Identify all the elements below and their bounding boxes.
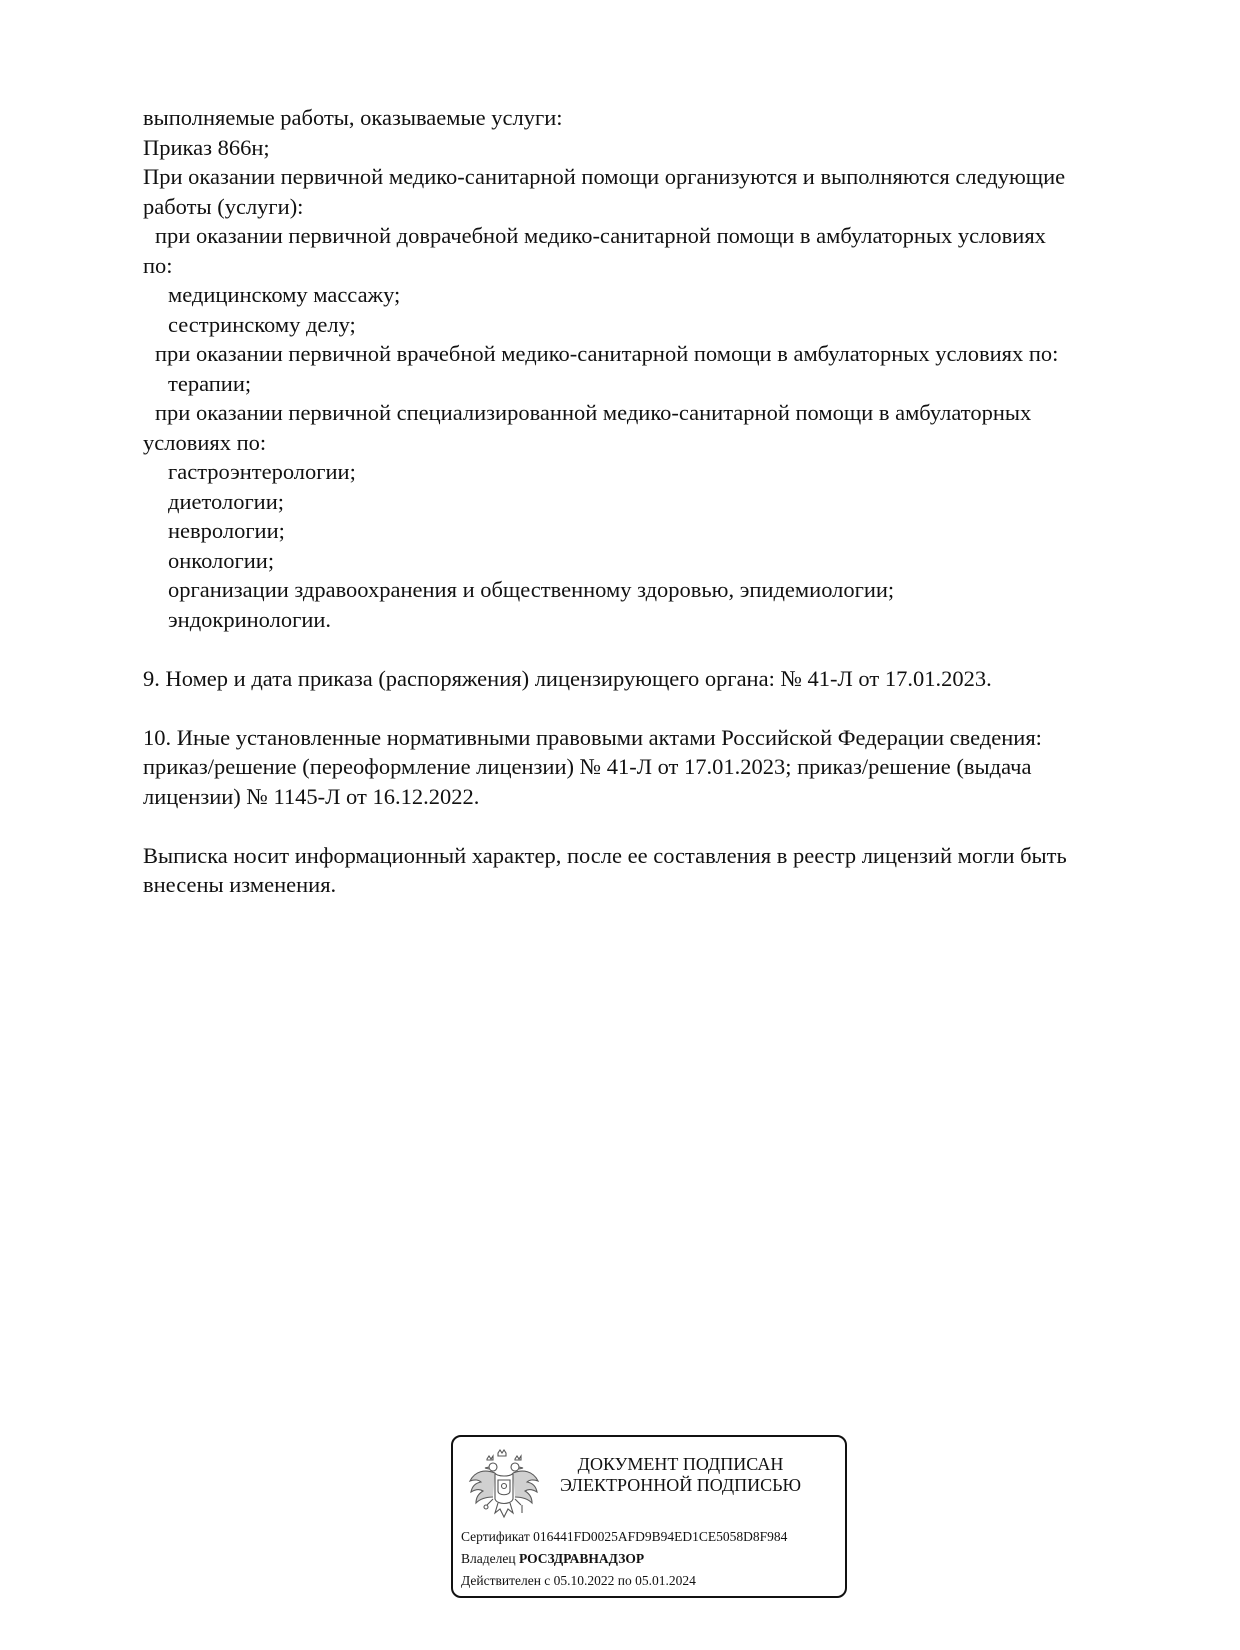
list-item: гастроэнтерологии; — [168, 459, 356, 484]
text-line: работы (услуги): — [143, 193, 304, 219]
list-item: организации здравоохранения и общественному здоровью, эпидемиологии; — [168, 577, 895, 602]
text-line: Приказ 866н; — [143, 134, 270, 160]
disclaimer-line: внесены изменения. — [143, 872, 337, 897]
document-body — [143, 103, 1153, 900]
stamp-heading-line: ДОКУМЕНТ ПОДПИСАН — [577, 1454, 784, 1474]
list-item: терапии; — [168, 370, 252, 396]
list-item: медицинскому массажу; — [168, 282, 401, 307]
disclaimer-line: Выписка носит информационный характер, после ее составления в реестр лицензий могли быть — [143, 842, 1067, 868]
order-number-line: 9. Номер и дата приказа (распоряжения) лицензирующего органа: № 41-Л от 17.01.2023. — [143, 665, 992, 691]
stamp-heading-line: ЭЛЕКТРОННОЙ ПОДПИСЬЮ — [560, 1475, 801, 1495]
electronic-signature-stamp — [451, 1435, 847, 1598]
certificate-owner — [461, 1548, 787, 1570]
stamp-details — [461, 1526, 787, 1592]
coat-of-arms-icon — [467, 1447, 541, 1527]
paragraph-gap — [143, 811, 1153, 841]
text-line: приказ/решение (переоформление лицензии) № 41-Л от 17.01.2023; приказ/решение (выдача — [143, 754, 1032, 779]
text-line: лицензии) № 1145-Л от 16.12.2022. — [143, 783, 480, 809]
text-line: выполняемые работы, оказываемые услуги: — [143, 105, 563, 130]
list-item: диетологии; — [168, 488, 285, 514]
text-line: При оказании первичной медико-санитарной помощи организуются и выполняются следующие — [143, 164, 1066, 189]
stamp-heading — [553, 1454, 808, 1496]
list-item: онкологии; — [168, 547, 275, 573]
text-line: при оказании первичной врачебной медико-санитарной помощи в амбулаторных условиях по: — [155, 341, 1059, 366]
owner-name: РОСЗДРАВНАДЗОР — [518, 1551, 645, 1566]
owner-label: Владелец — [461, 1551, 516, 1566]
text-line: по: — [143, 252, 173, 278]
paragraph-gap — [143, 693, 1153, 723]
certificate-validity: Действителен с 05.10.2022 по 05.01.2024 — [461, 1573, 696, 1588]
text-line: условиях по: — [143, 429, 267, 455]
list-item: эндокринологии. — [168, 606, 332, 632]
certificate-number: Сертификат 016441FD0025AFD9B94ED1CE5058D8F984 — [461, 1529, 788, 1544]
paragraph-gap — [143, 634, 1153, 664]
text-line: при оказании первичной доврачебной медико-санитарной помощи в амбулаторных условиях — [155, 223, 1046, 248]
list-item: неврологии; — [168, 518, 285, 543]
text-line: 10. Иные установленные нормативными правовыми актами Российской Федерации сведения: — [143, 724, 1042, 750]
list-item: сестринскому делу; — [168, 311, 356, 337]
text-line: при оказании первичной специализированной медико-санитарной помощи в амбулаторных — [155, 400, 1032, 425]
